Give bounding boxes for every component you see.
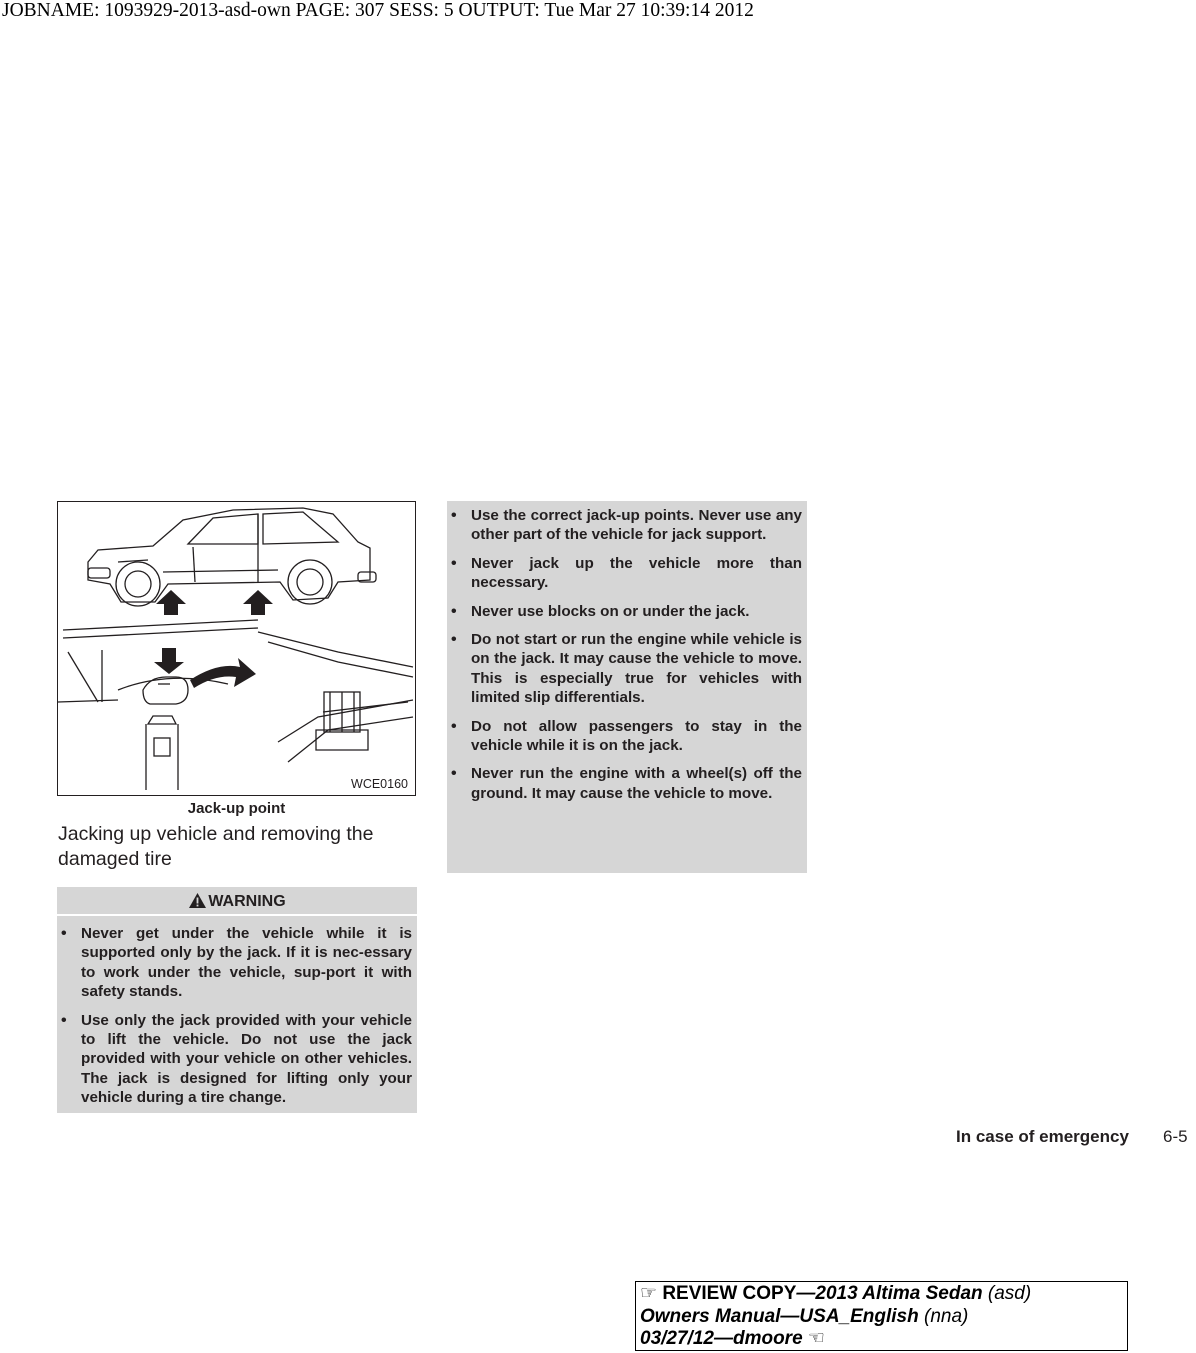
warning-item: • Use the correct jack-up points. Never use any other part of the vehicle for jack support. — [447, 506, 807, 545]
pointing-hand-icon: ☞ — [640, 1283, 658, 1304]
review-model-code: (asd) — [982, 1283, 1032, 1304]
warning-item: • Do not start or run the engine while vehicle is on the jack. It may cause the vehicle to move. This is especially true for vehicles with limited slip differentials. — [447, 630, 807, 708]
warning-item: • Never jack up the vehicle more than necessary. — [447, 554, 807, 593]
warning-item: • Do not allow passengers to stay in the vehicle while it is on the jack. — [447, 717, 807, 756]
review-dash: — — [796, 1283, 816, 1304]
footer-section-title: In case of emergency — [956, 1127, 1129, 1146]
review-manual: Owners Manual—USA_English — [640, 1305, 919, 1327]
warning-box-left — [57, 887, 417, 1113]
jack-up-point-illustration — [57, 501, 416, 796]
review-model: 2013 Altima Sedan — [815, 1283, 983, 1304]
review-copy-box — [635, 1281, 1128, 1351]
warning-triangle-icon — [188, 890, 207, 919]
review-date-author: 03/27/12—dmoore — [640, 1328, 803, 1349]
review-line-3 — [640, 1328, 1127, 1351]
warning-title — [57, 887, 417, 916]
warning-item: • Never run the engine with a wheel(s) off the ground. It may cause the vehicle to move. — [447, 764, 807, 803]
review-line-1 — [640, 1283, 1127, 1306]
warning-list-left — [57, 924, 417, 1117]
footer-page-number: 6-5 — [1163, 1127, 1188, 1146]
review-line-2 — [640, 1306, 1127, 1329]
pointing-hand-left-icon: ☜ — [807, 1328, 825, 1349]
warning-item: • Use only the jack provided with your vehicle to lift the vehicle. Do not use the jack provided with your vehicle on other vehicles. The jack is designed for lifting only your vehicle during a tire change. — [57, 1011, 417, 1108]
car-jack-drawing — [58, 502, 416, 796]
figure-caption: Jack-up point — [187, 800, 286, 817]
figure-code: WCE0160 — [351, 777, 408, 791]
review-label: REVIEW COPY — [662, 1283, 797, 1304]
job-header-line: JOBNAME: 1093929-2013-asd-own PAGE: 307 SESS: 5 OUTPUT: Tue Mar 27 10:39:14 2012 — [2, 0, 754, 21]
review-manual-code: (nna) — [918, 1305, 969, 1327]
warning-item: • Never get under the vehicle while it is supported only by the jack. If it is nec-essary to work under the vehicle, sup-port it with safety stands. — [57, 924, 417, 1002]
warning-list-right — [447, 506, 807, 812]
section-heading: Jacking up vehicle and removing the damaged tire — [58, 823, 374, 870]
warning-box-right — [447, 501, 807, 873]
warning-title-text: WARNING — [208, 893, 286, 910]
warning-item: • Never use blocks on or under the jack. — [447, 602, 807, 621]
